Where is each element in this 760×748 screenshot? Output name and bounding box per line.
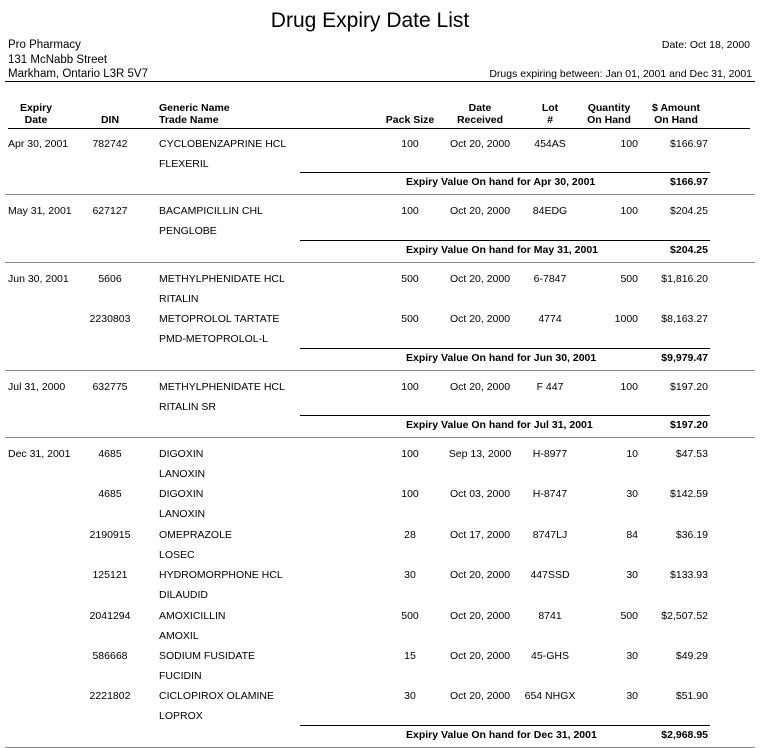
group-total-label: Expiry Value On hand for Jun 30, 2001: [406, 351, 597, 364]
date-received-cell: Oct 20, 2000: [449, 650, 511, 662]
lot-cell: H-8977: [532, 448, 568, 460]
generic-name-cell: METHYLPHENIDATE HCL: [159, 380, 285, 393]
quantity-cell: 100: [620, 205, 638, 218]
table-row: [0, 488, 760, 504]
date-received-cell: Oct 20, 2000: [449, 380, 511, 393]
report-title: Drug Expiry Date List: [270, 9, 470, 32]
generic-name-cell: CYCLOBENZAPRINE HCL: [159, 138, 287, 150]
amount-cell: $47.53: [675, 448, 708, 460]
date-received-cell: Oct 20, 2000: [449, 313, 511, 326]
din-cell: 2230803: [89, 313, 131, 326]
quantity-cell: 500: [620, 272, 638, 285]
lot-cell: 45-GHS: [531, 650, 569, 662]
pack-size-cell: 100: [401, 488, 419, 501]
table-row: [0, 448, 760, 464]
trade-name-cell: PENGLOBE: [159, 225, 217, 238]
lot-cell: 6-7847: [533, 272, 567, 285]
group-total-value: $166.97: [670, 176, 708, 189]
amount-cell: $204.25: [670, 205, 708, 218]
group-separator: [5, 194, 755, 195]
expiry-date-cell: Jun 30, 2001: [8, 272, 69, 285]
trade-name-cell: PMD-METOPROLOL-L: [159, 333, 268, 346]
column-header-underline: [8, 128, 750, 129]
trade-name-cell: LOPROX: [159, 710, 203, 723]
trade-name-row: [0, 549, 760, 565]
pack-size-cell: 100: [401, 380, 419, 393]
trade-name-cell: LOSEC: [159, 548, 195, 561]
trade-name-cell: AMOXIL: [159, 629, 199, 642]
pack-size-cell: 100: [401, 448, 419, 460]
din-cell: 2041294: [89, 609, 131, 622]
group-total-value: $204.25: [670, 243, 708, 256]
lot-cell: 454AS: [534, 138, 566, 150]
expiry-range: Drugs expiring between: Jan 01, 2001 and Dec 31, 2001: [489, 68, 752, 80]
generic-name-cell: METOPROLOL TARTATE: [159, 313, 280, 326]
expiry-date-cell: Apr 30, 2001: [8, 138, 69, 150]
group-separator: [5, 370, 755, 371]
col-expiry-date: Expiry Date: [19, 102, 53, 126]
trade-name-row: [0, 670, 760, 686]
generic-name-cell: OMEPRAZOLE: [159, 528, 232, 541]
amount-cell: $36.19: [675, 528, 708, 541]
generic-name-cell: DIGOXIN: [159, 488, 204, 501]
table-row: [0, 610, 760, 626]
din-cell: 4685: [98, 488, 122, 501]
pharmacy-city: Markham, Ontario L3R 5V7: [8, 68, 148, 80]
expiry-date-cell: May 31, 2001: [8, 205, 72, 218]
subtotal-line: [300, 348, 710, 349]
trade-name-cell: LANOXIN: [159, 468, 206, 480]
amount-cell: $51.90: [675, 690, 708, 703]
quantity-cell: 30: [626, 690, 638, 703]
generic-name-cell: DIGOXIN: [159, 448, 204, 460]
trade-name-cell: LANOXIN: [159, 508, 206, 521]
trade-name-row: [0, 468, 760, 484]
subtotal-line: [300, 415, 710, 416]
generic-name-cell: HYDROMORPHONE HCL: [159, 569, 283, 582]
quantity-cell: 30: [626, 569, 638, 582]
quantity-cell: 84: [626, 528, 638, 541]
pack-size-cell: 15: [404, 650, 416, 662]
pack-size-cell: 500: [401, 609, 419, 622]
generic-name-cell: CICLOPIROX OLAMINE: [159, 690, 274, 703]
report-date: Date: Oct 18, 2000: [661, 39, 750, 51]
pack-size-cell: 100: [401, 138, 419, 150]
din-cell: 5606: [98, 272, 122, 285]
col-name: Generic Name Trade Name: [159, 102, 230, 126]
trade-name-cell: FLEXERIL: [159, 158, 209, 170]
pack-size-cell: 30: [404, 690, 416, 703]
date-received-cell: Oct 20, 2000: [449, 138, 511, 150]
quantity-cell: 10: [626, 448, 638, 460]
trade-name-cell: FUCIDIN: [159, 670, 202, 682]
pharmacy-name: Pro Pharmacy: [8, 39, 81, 51]
lot-cell: 447SSD: [530, 569, 570, 582]
din-cell: 782742: [92, 138, 128, 150]
amount-cell: $166.97: [670, 138, 708, 150]
quantity-cell: 1000: [614, 313, 638, 326]
pack-size-cell: 30: [404, 569, 416, 582]
din-cell: 4685: [98, 448, 122, 460]
group-separator: [5, 437, 755, 438]
quantity-cell: 30: [626, 488, 638, 501]
lot-cell: 8741: [538, 609, 562, 622]
subtotal-line: [300, 725, 710, 726]
date-received-cell: Oct 03, 2000: [449, 488, 511, 501]
din-cell: 2221802: [89, 690, 131, 703]
generic-name-cell: SODIUM FUSIDATE: [159, 650, 256, 662]
lot-cell: H-8747: [532, 488, 568, 501]
amount-cell: $1,816.20: [661, 272, 708, 285]
trade-name-cell: RITALIN: [159, 292, 199, 305]
trade-name-cell: DILAUDID: [159, 589, 209, 602]
col-quantity: Quantity On Hand: [587, 102, 631, 126]
lot-cell: 84EDG: [532, 205, 568, 218]
generic-name-cell: BACAMPICILLIN CHL: [159, 205, 263, 218]
subtotal-line: [300, 172, 710, 173]
group-total-label: Expiry Value On hand for May 31, 2001: [406, 243, 598, 256]
date-received-cell: Oct 20, 2000: [449, 690, 511, 703]
din-cell: 125121: [92, 569, 128, 582]
pack-size-cell: 28: [404, 528, 416, 541]
amount-cell: $142.59: [670, 488, 708, 501]
date-received-cell: Oct 20, 2000: [449, 609, 511, 622]
table-row: [0, 381, 760, 397]
pack-size-cell: 500: [401, 272, 419, 285]
col-pack-size: Pack Size: [385, 114, 435, 126]
amount-cell: $49.29: [675, 650, 708, 662]
group-total-value: $9,979.47: [661, 351, 708, 364]
trade-name-row: [0, 630, 760, 646]
table-row: [0, 313, 760, 329]
pharmacy-address: [8, 38, 148, 82]
group-total-value: $197.20: [670, 419, 708, 431]
group-total-label: Expiry Value On hand for Apr 30, 2001: [406, 176, 596, 189]
expiry-date-cell: Jul 31, 2000: [8, 380, 66, 393]
quantity-cell: 30: [626, 650, 638, 662]
lot-cell: 4774: [538, 313, 562, 326]
group-total-value: $2,968.95: [661, 728, 708, 741]
expiry-date-cell: Dec 31, 2001: [8, 448, 71, 460]
date-received-cell: Sep 13, 2000: [448, 448, 512, 460]
table-row: [0, 650, 760, 666]
table-row: [0, 690, 760, 706]
table-row: [0, 569, 760, 585]
amount-cell: $8,163.27: [661, 313, 708, 326]
date-received-cell: Oct 20, 2000: [449, 272, 511, 285]
group-separator: [5, 262, 755, 263]
header-divider: [5, 81, 755, 82]
quantity-cell: 500: [620, 609, 638, 622]
amount-cell: $133.93: [670, 569, 708, 582]
trade-name-row: [0, 293, 760, 309]
lot-cell: 8747LJ: [532, 528, 568, 541]
amount-cell: $2,507.52: [661, 609, 708, 622]
date-received-cell: Oct 17, 2000: [449, 528, 511, 541]
din-cell: 586668: [92, 650, 128, 662]
col-lot: Lot #: [541, 102, 559, 126]
col-date-received: Date Received: [456, 102, 504, 126]
table-row: [0, 205, 760, 221]
lot-cell: 654 NHGX: [524, 690, 576, 703]
din-cell: 632775: [92, 380, 128, 393]
generic-name-cell: METHYLPHENIDATE HCL: [159, 272, 285, 285]
pack-size-cell: 500: [401, 313, 419, 326]
table-row: [0, 529, 760, 545]
trade-name-row: [0, 589, 760, 605]
lot-cell: F 447: [536, 380, 564, 393]
date-received-cell: Oct 20, 2000: [449, 205, 511, 218]
din-cell: 627127: [92, 205, 128, 218]
generic-name-cell: AMOXICILLIN: [159, 609, 226, 622]
quantity-cell: 100: [620, 380, 638, 393]
col-amount: $ Amount On Hand: [651, 102, 701, 126]
subtotal-line: [300, 240, 710, 241]
trade-name-row: [0, 508, 760, 524]
table-row: [0, 273, 760, 289]
amount-cell: $197.20: [670, 380, 708, 393]
date-received-cell: Oct 20, 2000: [449, 569, 511, 582]
din-cell: 2190915: [89, 528, 131, 541]
pack-size-cell: 100: [401, 205, 419, 218]
group-total-label: Expiry Value On hand for Dec 31, 2001: [406, 728, 597, 741]
quantity-cell: 100: [620, 138, 638, 150]
col-din: DIN: [100, 114, 120, 126]
pharmacy-street: 131 McNabb Street: [8, 53, 108, 66]
table-row: [0, 138, 760, 154]
trade-name-cell: RITALIN SR: [159, 400, 216, 413]
group-total-label: Expiry Value On hand for Jul 31, 2001: [406, 419, 593, 431]
